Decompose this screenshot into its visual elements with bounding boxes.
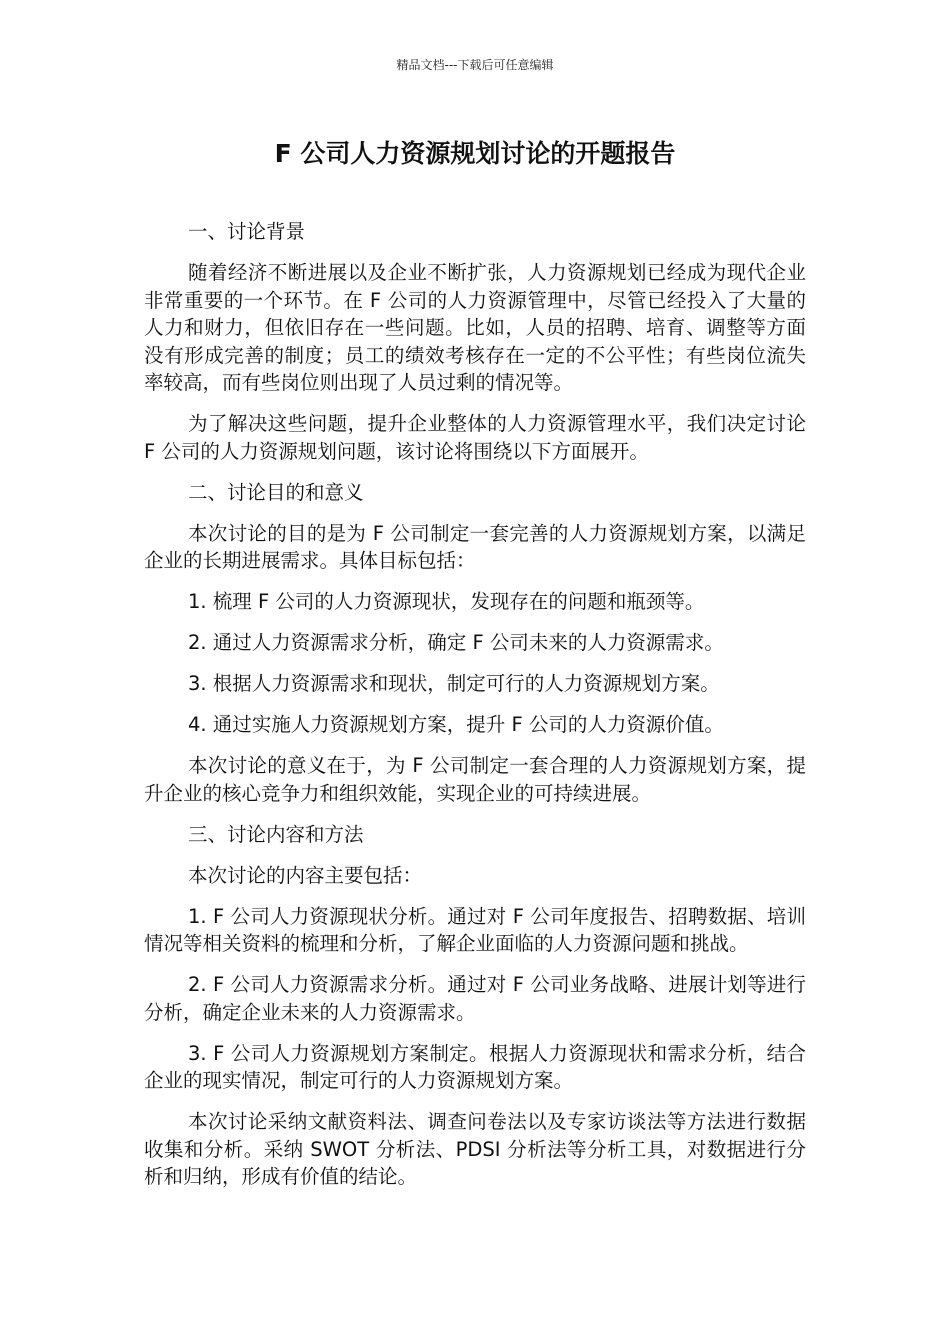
section-heading-purpose: 二、讨论目的和意义 bbox=[188, 480, 364, 504]
section-heading-background: 一、讨论背景 bbox=[188, 220, 306, 243]
paragraph: 为了解决这些问题，提升企业整体的人力资源管理水平，我们决定讨论 F 公司的人力资源规划问题，该讨论将围绕以下方面展开。 bbox=[144, 412, 806, 463]
section-heading-content-methods: 三、讨论内容和方法 bbox=[188, 822, 364, 846]
list-item: 1. 梳理 F 公司的人力资源现状，发现存在的问题和瓶颈等。 bbox=[188, 590, 705, 613]
document-title: F 公司人力资源规划讨论的开题报告 bbox=[274, 139, 676, 168]
list-item: 2. F 公司人力资源需求分析。通过对 F 公司业务战略、进展计划等进行分析，确定企业未来的人力资源需求。 bbox=[144, 973, 806, 1024]
paragraph: 本次讨论的意义在于，为 F 公司制定一套合理的人力资源规划方案，提升企业的核心竞争力和组织效能，实现企业的可持续进展。 bbox=[144, 754, 806, 805]
list-item: 2. 通过人力资源需求分析，确定 F 公司未来的人力资源需求。 bbox=[188, 631, 724, 654]
paragraph: 本次讨论采纳文献资料法、调查问卷法以及专家访谈法等方法进行数据收集和分析。采纳 SWOT 分析法、PDSI 分析法等分析工具，对数据进行分析和归纳，形成有价值的结论。 bbox=[144, 1110, 806, 1188]
list-item: 4. 通过实施人力资源规划方案，提升 F 公司的人力资源价值。 bbox=[188, 713, 724, 736]
list-item: 1. F 公司人力资源现状分析。通过对 F 公司年度报告、招聘数据、培训情况等相关资料的梳理和分析，了解企业面临的人力资源问题和挑战。 bbox=[144, 904, 806, 955]
header-note: 精品文档---下载后可任意编辑 bbox=[396, 58, 554, 72]
paragraph: 本次讨论的目的是为 F 公司制定一套完善的人力资源规划方案，以满足企业的长期进展需求。具体目标包括： bbox=[144, 521, 806, 572]
list-item: 3. 根据人力资源需求和现状，制定可行的人力资源规划方案。 bbox=[188, 672, 720, 695]
list-item: 3. F 公司人力资源规划方案制定。根据人力资源现状和需求分析，结合企业的现实情况，制定可行的人力资源规划方案。 bbox=[144, 1041, 806, 1092]
document-body bbox=[144, 218, 806, 1204]
paragraph: 本次讨论的内容主要包括： bbox=[188, 863, 423, 887]
paragraph: 随着经济不断进展以及企业不断扩张，人力资源规划已经成为现代企业非常重要的一个环节。在 F 公司的人力资源管理中，尽管已经投入了大量的人力和财力，但依旧存在一些问题。比如，人员的招聘、培育、调整等方面没有形成完善的制度；员工的绩效考核存在一定的不公平性；有些岗位流失率较高，而有些岗位则出现了人员过剩的情况等。 bbox=[144, 261, 806, 394]
